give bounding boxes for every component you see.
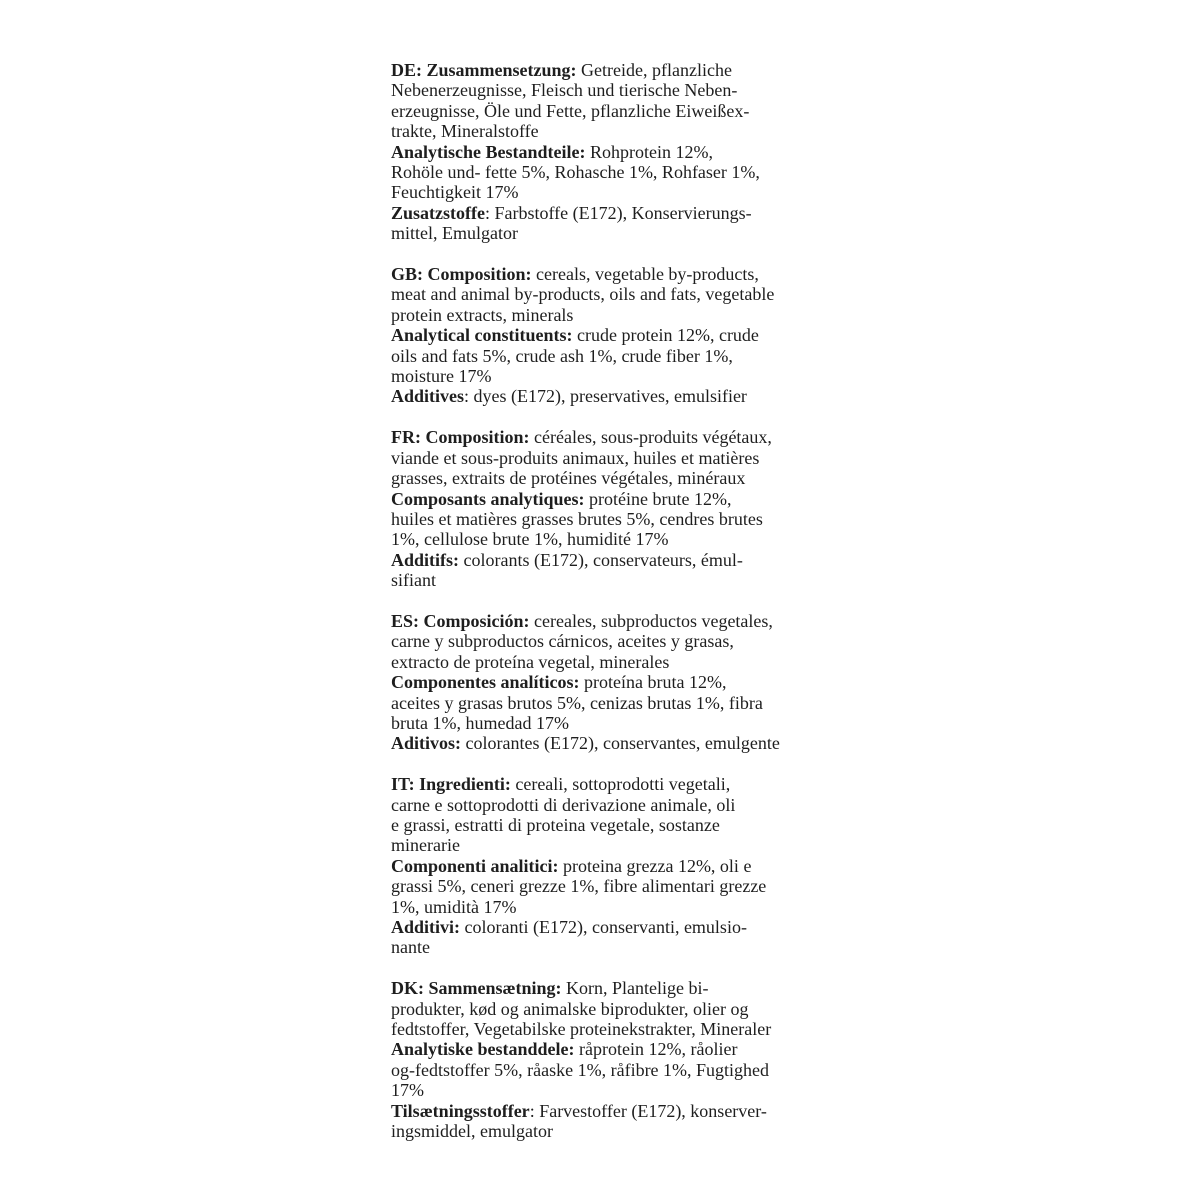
text-line — [391, 570, 831, 590]
text-line — [391, 550, 831, 570]
text-line — [391, 1060, 831, 1080]
language-block — [391, 60, 831, 244]
section-heading: Analytiske bestanddele: — [391, 1039, 575, 1060]
text-line — [391, 1101, 831, 1121]
body-text: fedtstoffer, Vegetabilske proteinekstrakter, Mineraler — [391, 1019, 772, 1040]
body-text: Korn, Plantelige bi- — [561, 978, 709, 999]
body-text: proteína bruta 12%, — [579, 672, 727, 693]
body-text: meat and animal by-products, oils and fats, vegetable — [391, 284, 775, 305]
text-line — [391, 305, 831, 325]
body-text: colorants (E172), conservateurs, émul- — [459, 549, 743, 570]
text-line — [391, 1039, 831, 1059]
text-line — [391, 1121, 831, 1141]
body-text: céréales, sous-produits végétaux, — [529, 427, 772, 448]
body-text: huiles et matières grasses brutes 5%, cendres brutes — [391, 508, 763, 529]
section-heading: Additivi: — [391, 917, 461, 937]
text-line — [391, 631, 831, 651]
text-line — [391, 1019, 831, 1039]
text-line — [391, 468, 831, 488]
text-line — [391, 693, 831, 713]
section-heading: Zusatzstoffe — [391, 202, 485, 223]
body-text: crude protein 12%, crude — [572, 325, 759, 346]
text-line — [391, 999, 831, 1019]
text-line — [391, 489, 831, 509]
body-text: coloranti (E172), conservanti, emulsio- — [460, 917, 747, 937]
language-block — [391, 264, 831, 407]
body-text: : Farbstoffe (E172), Konservierungs- — [484, 202, 752, 223]
body-text: erzeugnisse, Öle und Fette, pflanzliche Eiweißex- — [391, 100, 750, 121]
text-line — [391, 509, 831, 529]
body-text: protéine brute 12%, — [584, 488, 732, 509]
body-text: cereales, subproductos vegetales, — [529, 610, 773, 631]
body-text: Rohprotein 12%, — [585, 141, 713, 162]
section-heading: Additifs: — [391, 549, 460, 570]
body-text: 1%, umidità 17% — [391, 896, 517, 917]
section-heading: Composants analytiques: — [391, 488, 585, 509]
body-text: : dyes (E172), preservatives, emulsifier — [464, 386, 747, 407]
body-text: oils and fats 5%, crude ash 1%, crude fiber 1%, — [391, 345, 733, 366]
text-line — [391, 774, 831, 794]
section-heading: FR: Composition: — [391, 427, 530, 448]
body-text: proteina grezza 12%, oli e — [558, 855, 752, 876]
text-line — [391, 80, 831, 100]
body-text: sifiant — [391, 570, 436, 591]
text-line — [391, 652, 831, 672]
text-line — [391, 448, 831, 468]
section-heading: Tilsætningsstoffer — [391, 1100, 530, 1121]
body-text: og-fedtstoffer 5%, råaske 1%, råfibre 1%, Fugtighed — [391, 1059, 770, 1080]
body-text: cereali, sottoprodotti vegetali, — [510, 774, 731, 795]
text-line — [391, 529, 831, 549]
section-heading: DK: Sammensætning: — [391, 978, 562, 999]
body-text: protein extracts, minerals — [391, 304, 574, 325]
body-text: colorantes (E172), conservantes, emulgente — [461, 733, 780, 754]
body-text: Getreide, pflanzliche — [576, 60, 732, 80]
text-line — [391, 264, 831, 284]
language-block — [391, 774, 831, 958]
language-block — [391, 611, 831, 754]
text-line — [391, 835, 831, 855]
body-text: moisture 17% — [391, 366, 492, 387]
language-block — [391, 978, 831, 1141]
text-line — [391, 325, 831, 345]
section-heading: Additives — [391, 386, 465, 407]
section-heading: GB: Composition: — [391, 264, 532, 285]
body-text: 1%, cellulose brute 1%, humidité 17% — [391, 529, 669, 550]
body-text: grasses, extraits de protéines végétales, minéraux — [391, 468, 746, 489]
body-text: minerarie — [391, 835, 460, 856]
body-text: trakte, Mineralstoffe — [391, 121, 539, 142]
text-line — [391, 815, 831, 835]
body-text: grassi 5%, ceneri grezze 1%, fibre alimentari grezze — [391, 876, 767, 897]
section-heading: Componentes analíticos: — [391, 672, 580, 693]
ingredient-label — [391, 60, 831, 1141]
text-line — [391, 142, 831, 162]
body-text: viande et sous-produits animaux, huiles et matières — [391, 447, 760, 468]
text-line — [391, 203, 831, 223]
text-line — [391, 223, 831, 243]
text-line — [391, 897, 831, 917]
body-text: carne e sottoprodotti di derivazione animale, oli — [391, 794, 736, 815]
text-line — [391, 284, 831, 304]
body-text: extracto de proteína vegetal, minerales — [391, 651, 670, 672]
text-line — [391, 713, 831, 733]
body-text: e grassi, estratti di proteina vegetale, sostanze — [391, 814, 720, 835]
body-text: aceites y grasas brutos 5%, cenizas brutas 1%, fibra — [391, 692, 763, 713]
body-text: ingsmiddel, emulgator — [391, 1121, 553, 1142]
text-line — [391, 346, 831, 366]
text-line — [391, 121, 831, 141]
section-heading: Analytical constituents: — [391, 325, 573, 346]
text-line — [391, 917, 831, 937]
section-heading: IT: Ingredienti: — [391, 774, 511, 795]
body-text: carne y subproductos cárnicos, aceites y grasas, — [391, 631, 734, 652]
section-heading: Componenti analitici: — [391, 855, 559, 876]
text-line — [391, 795, 831, 815]
text-line — [391, 733, 831, 753]
body-text: Nebenerzeugnisse, Fleisch und tierische Neben- — [391, 80, 738, 101]
text-line — [391, 611, 831, 631]
body-text: nante — [391, 937, 430, 958]
body-text: cereals, vegetable by-products, — [531, 264, 759, 285]
text-line — [391, 101, 831, 121]
body-text: produkter, kød og animalske biprodukter, olier og — [391, 998, 749, 1019]
text-line — [391, 60, 831, 80]
body-text: 17% — [391, 1080, 424, 1101]
text-line — [391, 856, 831, 876]
section-heading: Analytische Bestandteile: — [391, 141, 586, 162]
body-text: Feuchtigkeit 17% — [391, 182, 519, 203]
text-line — [391, 386, 831, 406]
text-line — [391, 876, 831, 896]
section-heading: ES: Composición: — [391, 610, 530, 631]
text-line — [391, 366, 831, 386]
body-text: mittel, Emulgator — [391, 223, 518, 244]
text-line — [391, 182, 831, 202]
text-line — [391, 427, 831, 447]
text-line — [391, 1080, 831, 1100]
section-heading: DE: Zusammensetzung: — [391, 60, 577, 80]
body-text: : Farvestoffer (E172), konserver- — [529, 1100, 767, 1121]
text-line — [391, 162, 831, 182]
text-line — [391, 937, 831, 957]
language-block — [391, 427, 831, 590]
body-text: råprotein 12%, råolier — [574, 1039, 738, 1060]
body-text: bruta 1%, humedad 17% — [391, 712, 569, 733]
body-text: Rohöle und- fette 5%, Rohasche 1%, Rohfaser 1%, — [391, 162, 760, 183]
text-line — [391, 978, 831, 998]
section-heading: Aditivos: — [391, 733, 462, 754]
text-line — [391, 672, 831, 692]
